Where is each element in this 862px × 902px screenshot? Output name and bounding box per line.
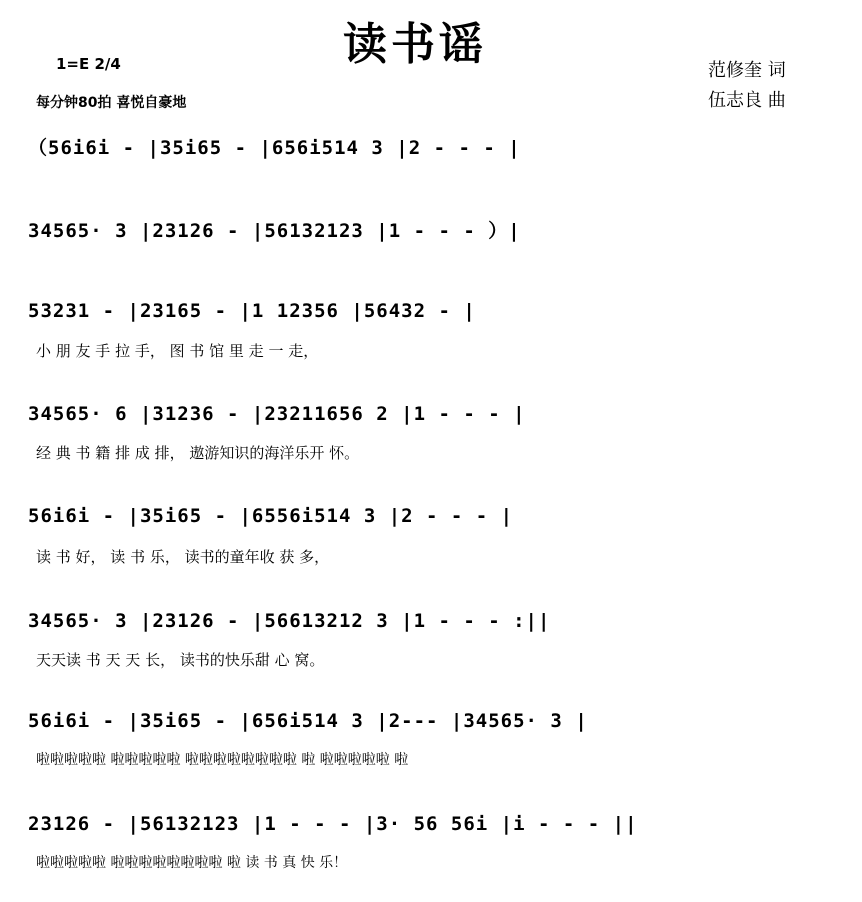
key-signature: 1=E 2/4 [56, 55, 121, 73]
lyric-row-4: 经 典 书 籍 排 成 排， 遨游知识的海洋乐开 怀。 [36, 444, 360, 462]
score-line-7 [28, 710, 844, 732]
lyric-row-6: 天天读 书 天 天 长， 读书的快乐甜 心 窝。 [36, 651, 325, 669]
score-line-6 [28, 610, 844, 632]
notation-row: 34565· 3 |23126 - |56613212 3 |1 - - - :|| [28, 610, 551, 632]
notation-row: 56i6i - |35i65 - |656i514 3 |2--- |34565· 3 | [28, 710, 588, 732]
lyric-row-3: 小 朋 友 手 拉 手， 图 书 馆 里 走 一 走， [36, 342, 319, 360]
song-title: 读书谣 [343, 19, 487, 70]
score-line-3 [28, 300, 844, 322]
notation-row: 53231 - |23165 - |1 12356 |56432 - | [28, 300, 476, 322]
score-line-2 [28, 216, 844, 243]
notation-row: 34565· 3 |23126 - |56132123 |1 - - - ）| [28, 220, 521, 242]
lyric-row-5: 读 书 好， 读 书 乐， 读书的童年收 获 多， [36, 548, 330, 566]
composer-credit: 伍志良 曲 [708, 90, 786, 111]
notation-row: 56i6i - |35i65 - |6556i514 3 |2 - - - | [28, 505, 514, 527]
score-line-1 [28, 133, 844, 160]
lyricist-credit: 范修奎 词 [708, 60, 786, 81]
tempo-marking: 每分钟80拍 喜悦自豪地 [36, 95, 187, 111]
notation-row: 23126 - |56132123 |1 - - - |3· 56 56i |i - - - || [28, 813, 638, 835]
notation-row: （56i6i - |35i65 - |656i514 3 |2 - - - | [28, 137, 521, 159]
score-line-8 [28, 813, 844, 835]
lyric-row-7: 啦啦啦啦啦 啦啦啦啦啦 啦啦啦啦啦啦啦啦 啦 啦啦啦啦啦 啦 [36, 752, 409, 768]
score-line-5 [28, 505, 844, 527]
score-line-4 [28, 403, 844, 425]
notation-row: 34565· 6 |31236 - |23211656 2 |1 - - - | [28, 403, 526, 425]
lyric-row-8: 啦啦啦啦啦 啦啦啦啦啦啦啦啦 啦 读 书 真 快 乐！ [36, 855, 348, 871]
